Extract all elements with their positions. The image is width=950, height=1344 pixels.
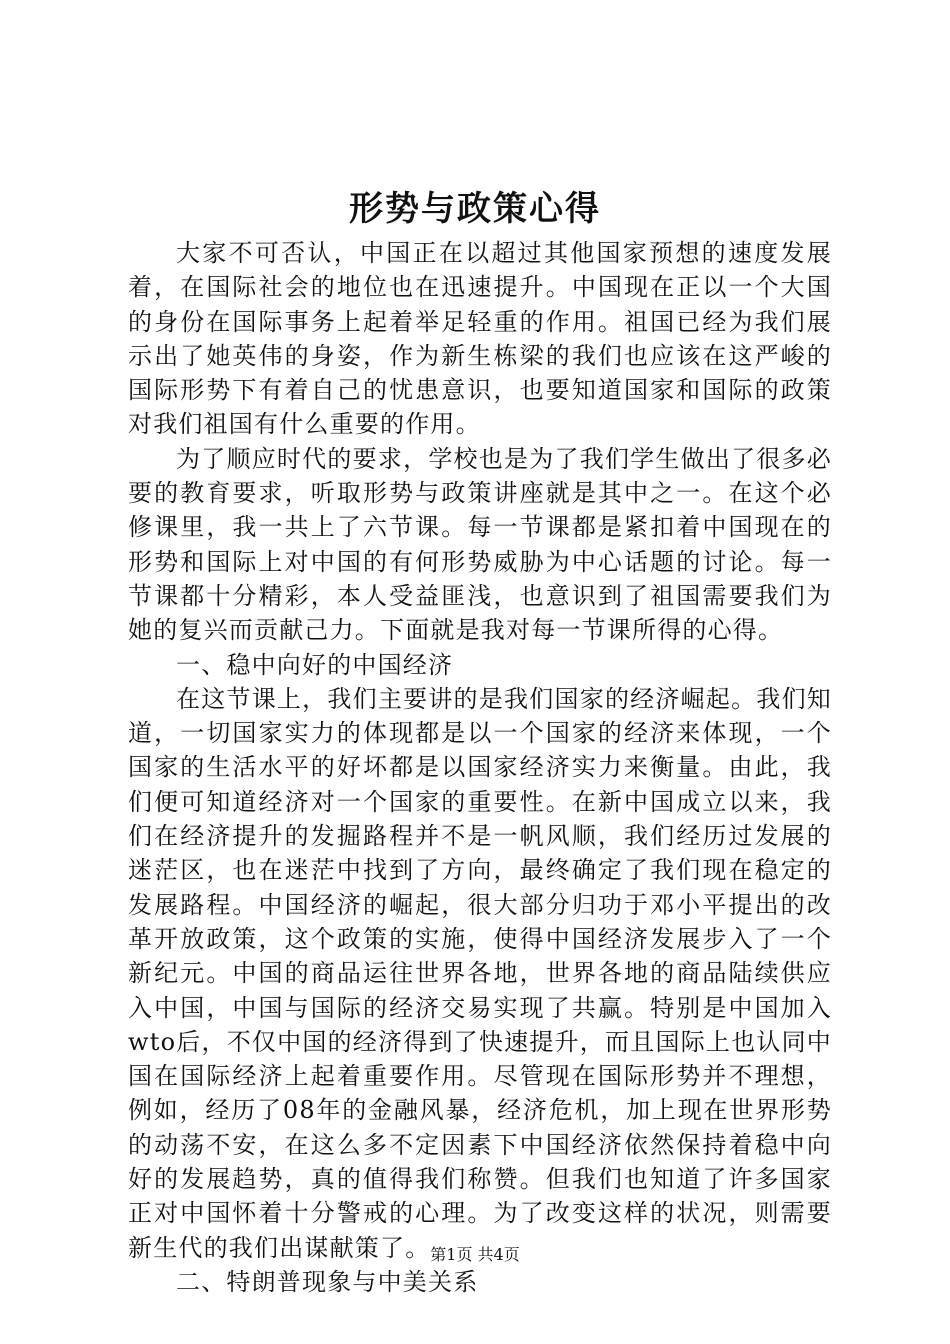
page-number-footer: 第1页 共4页	[430, 1245, 520, 1264]
section-heading-trump: 二、特朗普现象与中美关系	[176, 1267, 479, 1296]
document-title: 形势与政策心得	[349, 189, 601, 229]
section-heading-economy: 一、稳中向好的中国经济	[176, 650, 454, 679]
paragraph-intro: 大家不可否认，中国正在以超过其他国家预想的速度发展着，在国际社会的地位也在迅速提升。中国现在正以一个大国的身份在国际事务上起着举足轻重的作用。祖国已经为我们展示出了她英伟的身姿，作为新生栋梁的我们也应该在这严峻的国际形势下有着自己的忧患意识，也要知道国家和国际的政策对我们祖国有什么重要的作用。	[128, 239, 832, 439]
document-body	[128, 236, 832, 1299]
paragraph-course: 为了顺应时代的要求，学校也是为了我们学生做出了很多必要的教育要求，听取形势与政策讲座就是其中之一。在这个必修课里，我一共上了六节课。每一节课都是紧扣着中国现在的形势和国际上对中国的有何形势威胁为中心话题的讨论。每一节课都十分精彩，本人受益匪浅，也意识到了祖国需要我们为她的复兴而贡献己力。下面就是我对每一节课所得的心得。	[128, 444, 832, 645]
paragraph-economy: 在这节课上，我们主要讲的是我们国家的经济崛起。我们知道，一切国家实力的体现都是以一个国家的经济来体现，一个国家的生活水平的好坏都是以国家经济实力来衡量。由此，我们便可知道经济对一个国家的重要性。在新中国成立以来，我们在经济提升的发掘路程并不是一帆风顺，我们经历过发展的迷茫区，也在迷茫中找到了方向，最终确定了我们现在稳定的发展路程。中国经济的崛起，很大部分归功于邓小平提出的改革开放政策，这个政策的实施，使得中国经济发展步入了一个新纪元。中国的商品运往世界各地，世界各地的商品陆续供应入中国，中国与国际的经济交易实现了共赢。特别是中国加入wto后，不仅中国的经济得到了快速提升，而且国际上也认同中国在国际经济上起着重要作用。尽管现在国际形势并不理想，例如，经历了08年的金融风暴，经济危机，加上现在世界形势的动荡不安，在这么多不定因素下中国经济依然保持着稳中向好的发展趋势，真的值得我们称赞。但我们也知道了许多国家正对中国怀着十分警戒的心理。为了改变这样的状况，则需要新生代的我们出谋献策了。	[128, 684, 832, 1262]
